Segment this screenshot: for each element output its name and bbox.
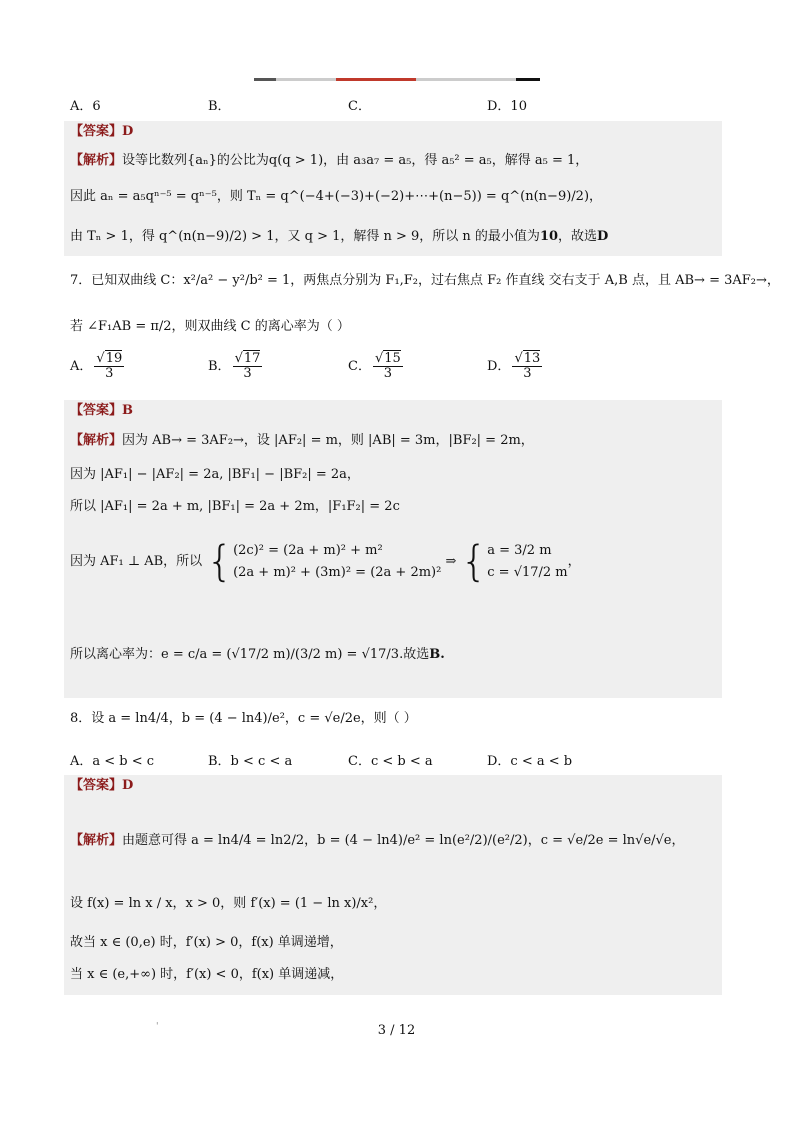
answer-value: D: [122, 778, 134, 793]
q6-option-d: D．10: [487, 99, 527, 114]
q8-analysis-line-2: 设 f(x) = ln x / x，x > 0，则 f′(x) = (1 − ln x)/x²，: [70, 896, 387, 911]
analysis-text: 因为 AF₁ ⊥ AB，所以: [70, 554, 203, 569]
eccentricity-equation: e = c/a = (√17/2 m)/(3/2 m) = √17/3: [161, 647, 400, 662]
left-brace: {: [206, 536, 234, 586]
equation: a = 3/2 m: [487, 542, 552, 558]
q7-analysis-line-1: [70, 432, 722, 450]
q8-option-b: B．b < c < a: [208, 754, 293, 769]
analysis-text: 由题意可得 a = ln4/4 = ln2/2，b = (4 − ln4)/e² = ln(e²/2)/(e²/2)，c = √e/2e = ln√e/√e，: [122, 833, 685, 848]
q7-option-a: A． $\frac{√19}{3}$: [70, 351, 123, 381]
analysis-text: .故选: [399, 647, 430, 662]
q8-analysis-block: [64, 775, 722, 995]
q6-answer-line: [70, 123, 722, 141]
q7-option-c: C． $\frac{√15}{3}$: [348, 351, 401, 381]
left-brace: {: [460, 536, 488, 586]
header-bar-segment: [416, 78, 516, 81]
page-number: 3 / 12: [377, 1023, 416, 1038]
analysis-text: 所以离心率为：: [70, 647, 162, 662]
denominator: 3: [383, 366, 393, 381]
answer-tag: 【答案】: [70, 778, 123, 793]
choice: B.: [429, 647, 445, 662]
q7-analysis-line-3: 所以 |AF₁| = 2a + m, |BF₁| = 2a + 2m，|F₁F₂| = 2c: [70, 499, 400, 514]
q6-option-b: B．: [208, 99, 231, 114]
q7-option-b: B． $\frac{√17}{3}$: [208, 351, 261, 381]
analysis-text: 因为 AB→ = 3AF₂→，设 |AF₂| = m，则 |AB| = 3m，|BF₂| = 2m，: [122, 433, 534, 448]
q8-analysis-line-3: 故当 x ∈ (0,e) 时，f′(x) > 0，f(x) 单调递增，: [70, 935, 343, 950]
analysis-text: 由 Tₙ > 1，得 q^(n(n−9)/2) > 1，又 q > 1，解得 n > 9，所以 n 的最小值为: [70, 229, 540, 244]
q8-answer-line: [70, 777, 722, 795]
analysis-tag: 【解析】: [70, 833, 123, 848]
answer-value: B: [122, 403, 134, 418]
analysis-tag: 【解析】: [70, 153, 123, 168]
q8-analysis-line-4: 当 x ∈ (e,+∞) 时，f′(x) < 0，f(x) 单调递减，: [70, 967, 344, 982]
header-bar-segment: [336, 78, 416, 81]
q6-option-c: C．: [348, 99, 371, 114]
equation-system: [233, 540, 441, 584]
q8-option-a: A．a < b < c: [70, 754, 155, 769]
min-value: 10: [539, 229, 559, 244]
denominator: 3: [105, 366, 114, 381]
radicand: 19: [105, 351, 123, 366]
q7-answer-line: [70, 402, 722, 420]
q8-option-d: D．c < a < b: [487, 754, 573, 769]
analysis-text: ，故选: [558, 229, 598, 244]
analysis-tag: 【解析】: [70, 433, 123, 448]
q7-stem-line-2: 若 ∠F₁AB = π/2，则双曲线 C 的离心率为（ ）: [70, 319, 350, 334]
q6-analysis-line-2: 因此 aₙ = a₅qⁿ⁻⁵ = qⁿ⁻⁵，则 Tₙ = q^(−4+(−3)+(−2)+⋯+(n−5)) = q^(n(n−9)/2)，: [70, 189, 603, 204]
q8-option-c: C．c < b < a: [348, 754, 433, 769]
q8-stem: 8．设 a = ln4/4，b = (4 − ln4)/e²，c = √e/2e，则（ ）: [70, 711, 417, 726]
q7-analysis-line-4: 因为 AF₁ ⊥ AB，所以 { (2c)² = (2a + m)² + m² (2a + m)² + (3m)² = (2a + 2m)² ⇒ { a = 3/2 m c = √17/2 m ，: [70, 536, 581, 586]
answer-value: D: [122, 124, 134, 139]
footer-mark: ': [156, 1022, 159, 1032]
denominator: 3: [523, 366, 532, 381]
choice: D: [597, 229, 609, 244]
option-label: A．: [70, 359, 93, 374]
option-label: B．: [208, 359, 231, 374]
radicand: 17: [243, 351, 261, 366]
q7-stem-line-1: 7．已知双曲线 C：x²/a² − y²/b² = 1，两焦点分别为 F₁,F₂，过右焦点 F₂ 作直线 交右支于 A,B 点，且 AB→ = 3AF₂→，: [70, 273, 780, 288]
equation: (2a + m)² + (3m)² = (2a + 2m)²: [233, 564, 442, 580]
q7-option-d: D． $\frac{√13}{3}$: [487, 351, 541, 381]
equation: c = √17/2 m: [487, 564, 568, 580]
equation: (2c)² = (2a + m)² + m²: [233, 542, 383, 558]
result-system: [487, 540, 567, 584]
answer-tag: 【答案】: [70, 124, 123, 139]
answer-tag: 【答案】: [70, 403, 123, 418]
header-bar-segment: [516, 78, 540, 81]
q8-analysis-line-1: [70, 832, 722, 850]
radicand: 13: [523, 351, 541, 366]
option-label: D．: [487, 359, 511, 374]
q7-analysis-line-5: [70, 646, 722, 664]
q6-analysis-line-1: [70, 152, 722, 170]
header-bar-segment: [254, 78, 276, 81]
header-bar: [254, 78, 540, 82]
header-bar-segment: [276, 78, 336, 81]
analysis-text: 设等比数列{aₙ}的公比为q(q > 1)，由 a₃a₇ = a₅，得 a₅² = a₅，解得 a₅ = 1，: [122, 153, 589, 168]
q7-analysis-line-2: 因为 |AF₁| − |AF₂| = 2a, |BF₁| − |BF₂| = 2a，: [70, 467, 360, 482]
denominator: 3: [243, 366, 252, 381]
implies-arrow: ⇒: [445, 554, 457, 569]
q6-option-a: A．6: [70, 99, 101, 114]
radicand: 15: [384, 351, 401, 366]
q6-analysis-line-3: [70, 228, 722, 246]
option-label: C．: [348, 359, 371, 374]
